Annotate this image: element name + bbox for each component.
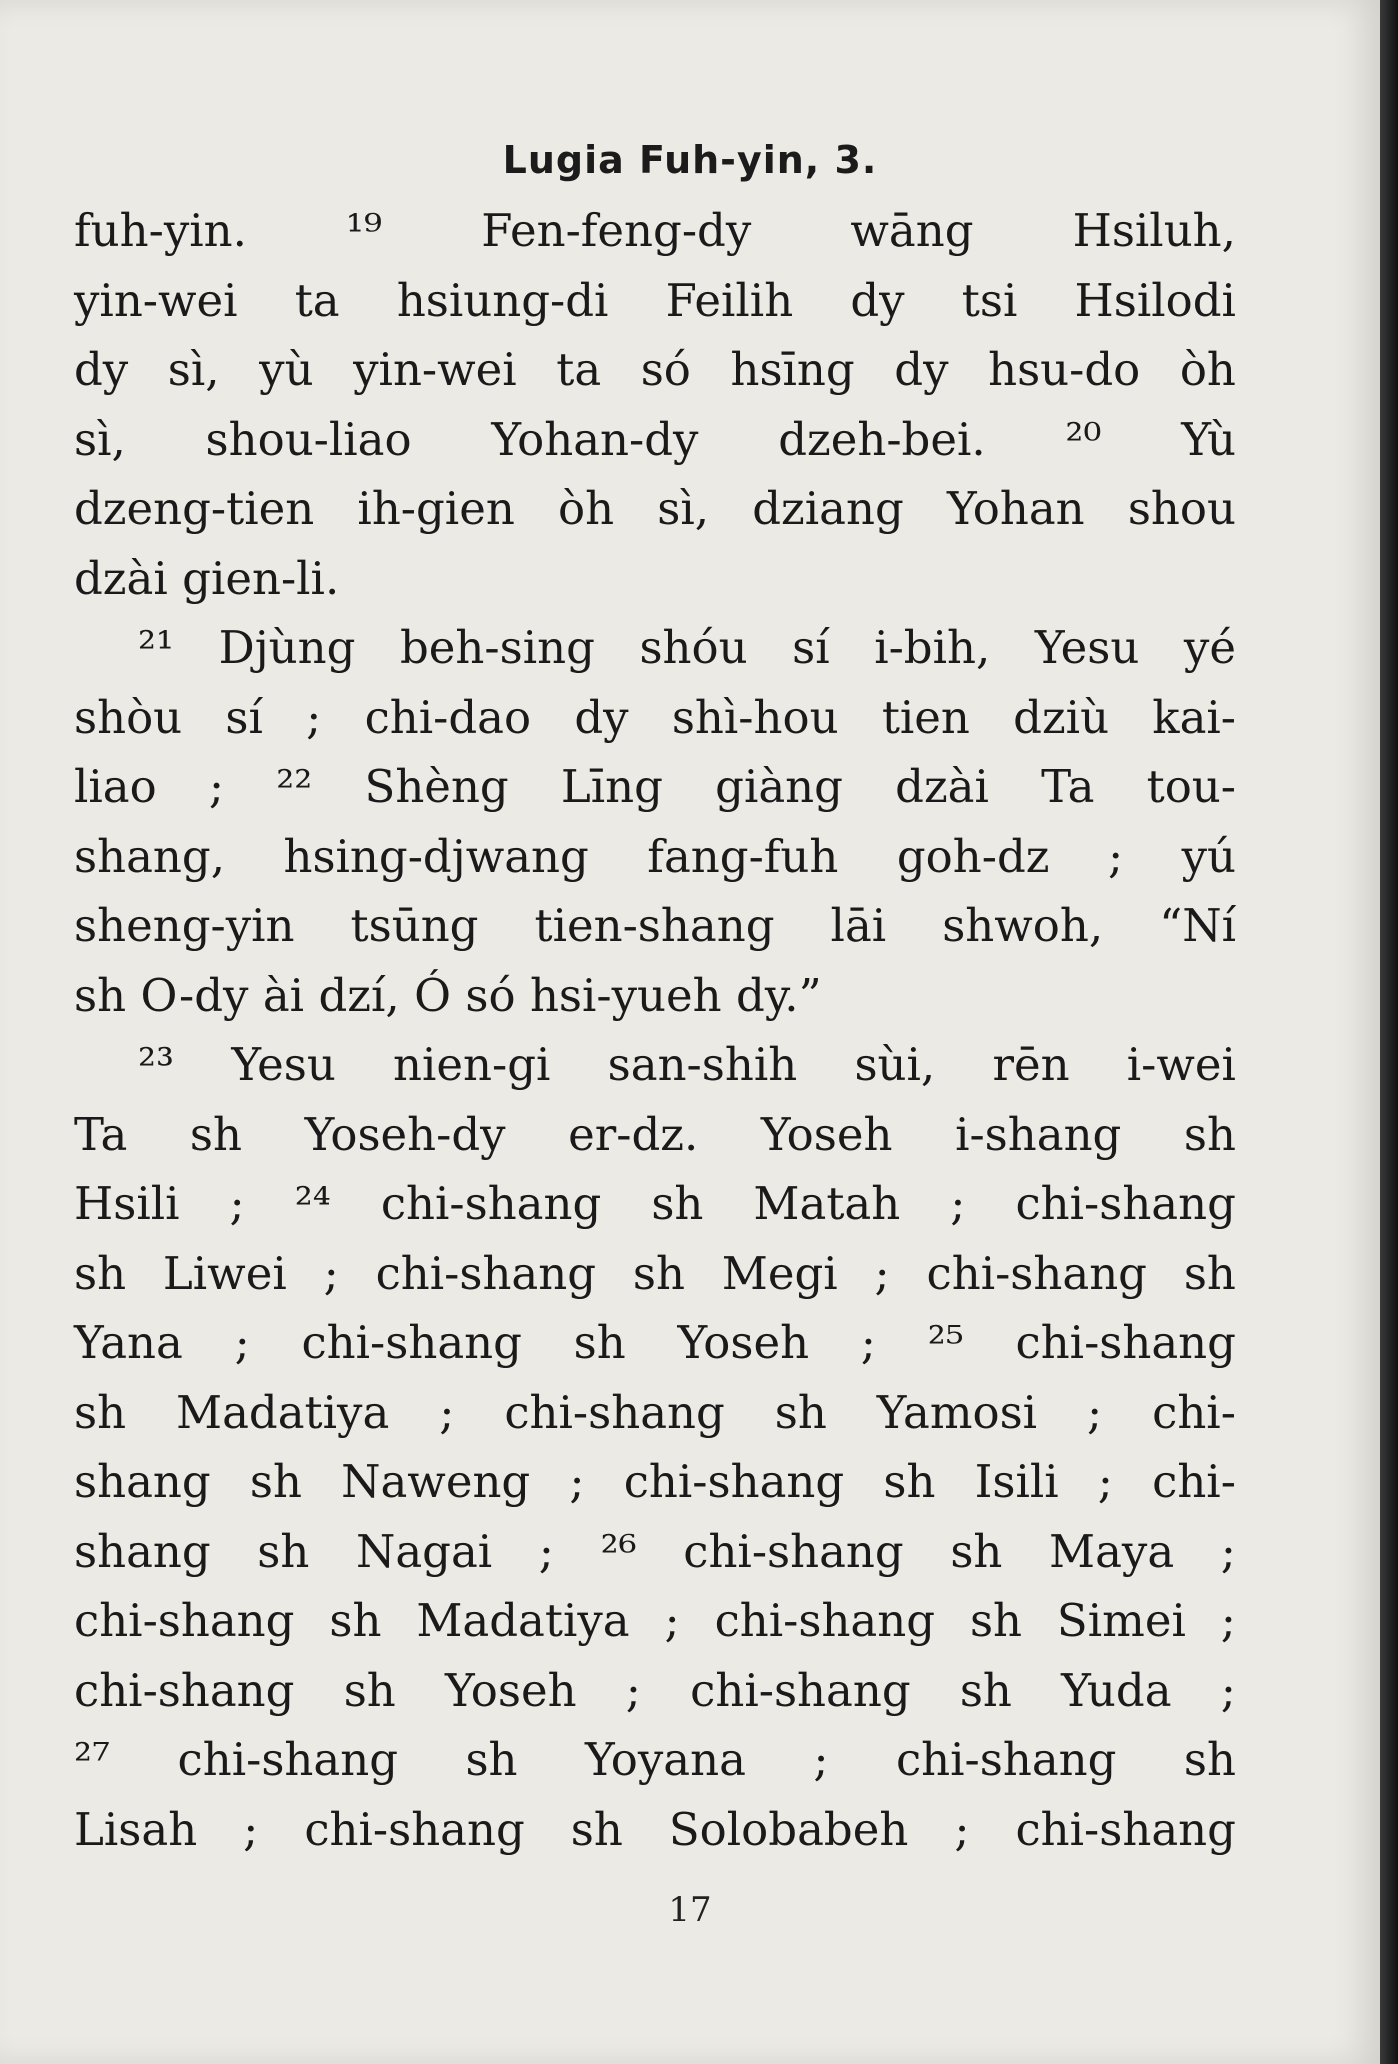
body-text (74, 196, 1236, 1864)
text-line: ²⁷ chi-shang sh Yoyana ; chi-shang sh (74, 1733, 1236, 1786)
text-line: ²³ Yesu nien-gi san-shih sùi, rēn i-wei (138, 1038, 1236, 1091)
text-line: fuh-yin. ¹⁹ Fen-feng-dy wāng Hsiluh, (74, 204, 1236, 257)
text-line: shang sh Nagai ; ²⁶ chi-shang sh Maya ; (74, 1524, 1236, 1578)
text-line: shòu sí ; chi-dao dy shì-hou tien dziù kai- (74, 690, 1236, 744)
text-line: chi-shang sh Yoseh ; chi-shang sh Yuda ; (74, 1663, 1236, 1717)
running-head: Lugia Fuh-yin, 3. (502, 138, 878, 182)
text-line: yin-wei ta hsiung-di Feilih dy tsi Hsilodi (74, 273, 1236, 327)
text-line: Hsili ; ²⁴ chi-shang sh Matah ; chi-shang (74, 1177, 1236, 1230)
text-line: shang, hsing-djwang fang-fuh goh-dz ; yú (74, 829, 1236, 883)
text-line: dzeng-tien ih-gien òh sì, dziang Yohan shou (74, 482, 1236, 535)
text-line: dy sì, yù yin-wei ta só hsīng dy hsu-do òh (74, 343, 1236, 396)
text-line: ²¹ Djùng beh-sing shóu sí i-bih, Yesu yé (138, 621, 1236, 674)
text-line: sh O-dy ài dzí, Ó só hsi-yueh dy.” (74, 968, 822, 1022)
text-line: sheng-yin tsūng tien-shang lāi shwoh, “Ní (74, 899, 1236, 952)
text-line: chi-shang sh Madatiya ; chi-shang sh Simei ; (74, 1594, 1236, 1647)
page-edge-shadow (1380, 0, 1398, 2064)
text-line: shang sh Naweng ; chi-shang sh Isili ; chi- (74, 1455, 1236, 1508)
text-line: Yana ; chi-shang sh Yoseh ; ²⁵ chi-shang (74, 1316, 1236, 1369)
text-line: liao ; ²² Shèng Līng giàng dzài Ta tou- (74, 760, 1236, 813)
page-number: 17 (668, 1890, 712, 1930)
text-line: Lisah ; chi-shang sh Solobabeh ; chi-shang (74, 1802, 1236, 1856)
text-line: sh Liwei ; chi-shang sh Megi ; chi-shang sh (74, 1246, 1236, 1300)
text-line: sì, shou-liao Yohan-dy dzeh-bei. ²⁰ Yù (74, 412, 1236, 466)
text-line: sh Madatiya ; chi-shang sh Yamosi ; chi- (74, 1385, 1236, 1439)
text-line: dzài gien-li. (74, 551, 340, 605)
text-line: Ta sh Yoseh-dy er-dz. Yoseh i-shang sh (74, 1107, 1236, 1161)
